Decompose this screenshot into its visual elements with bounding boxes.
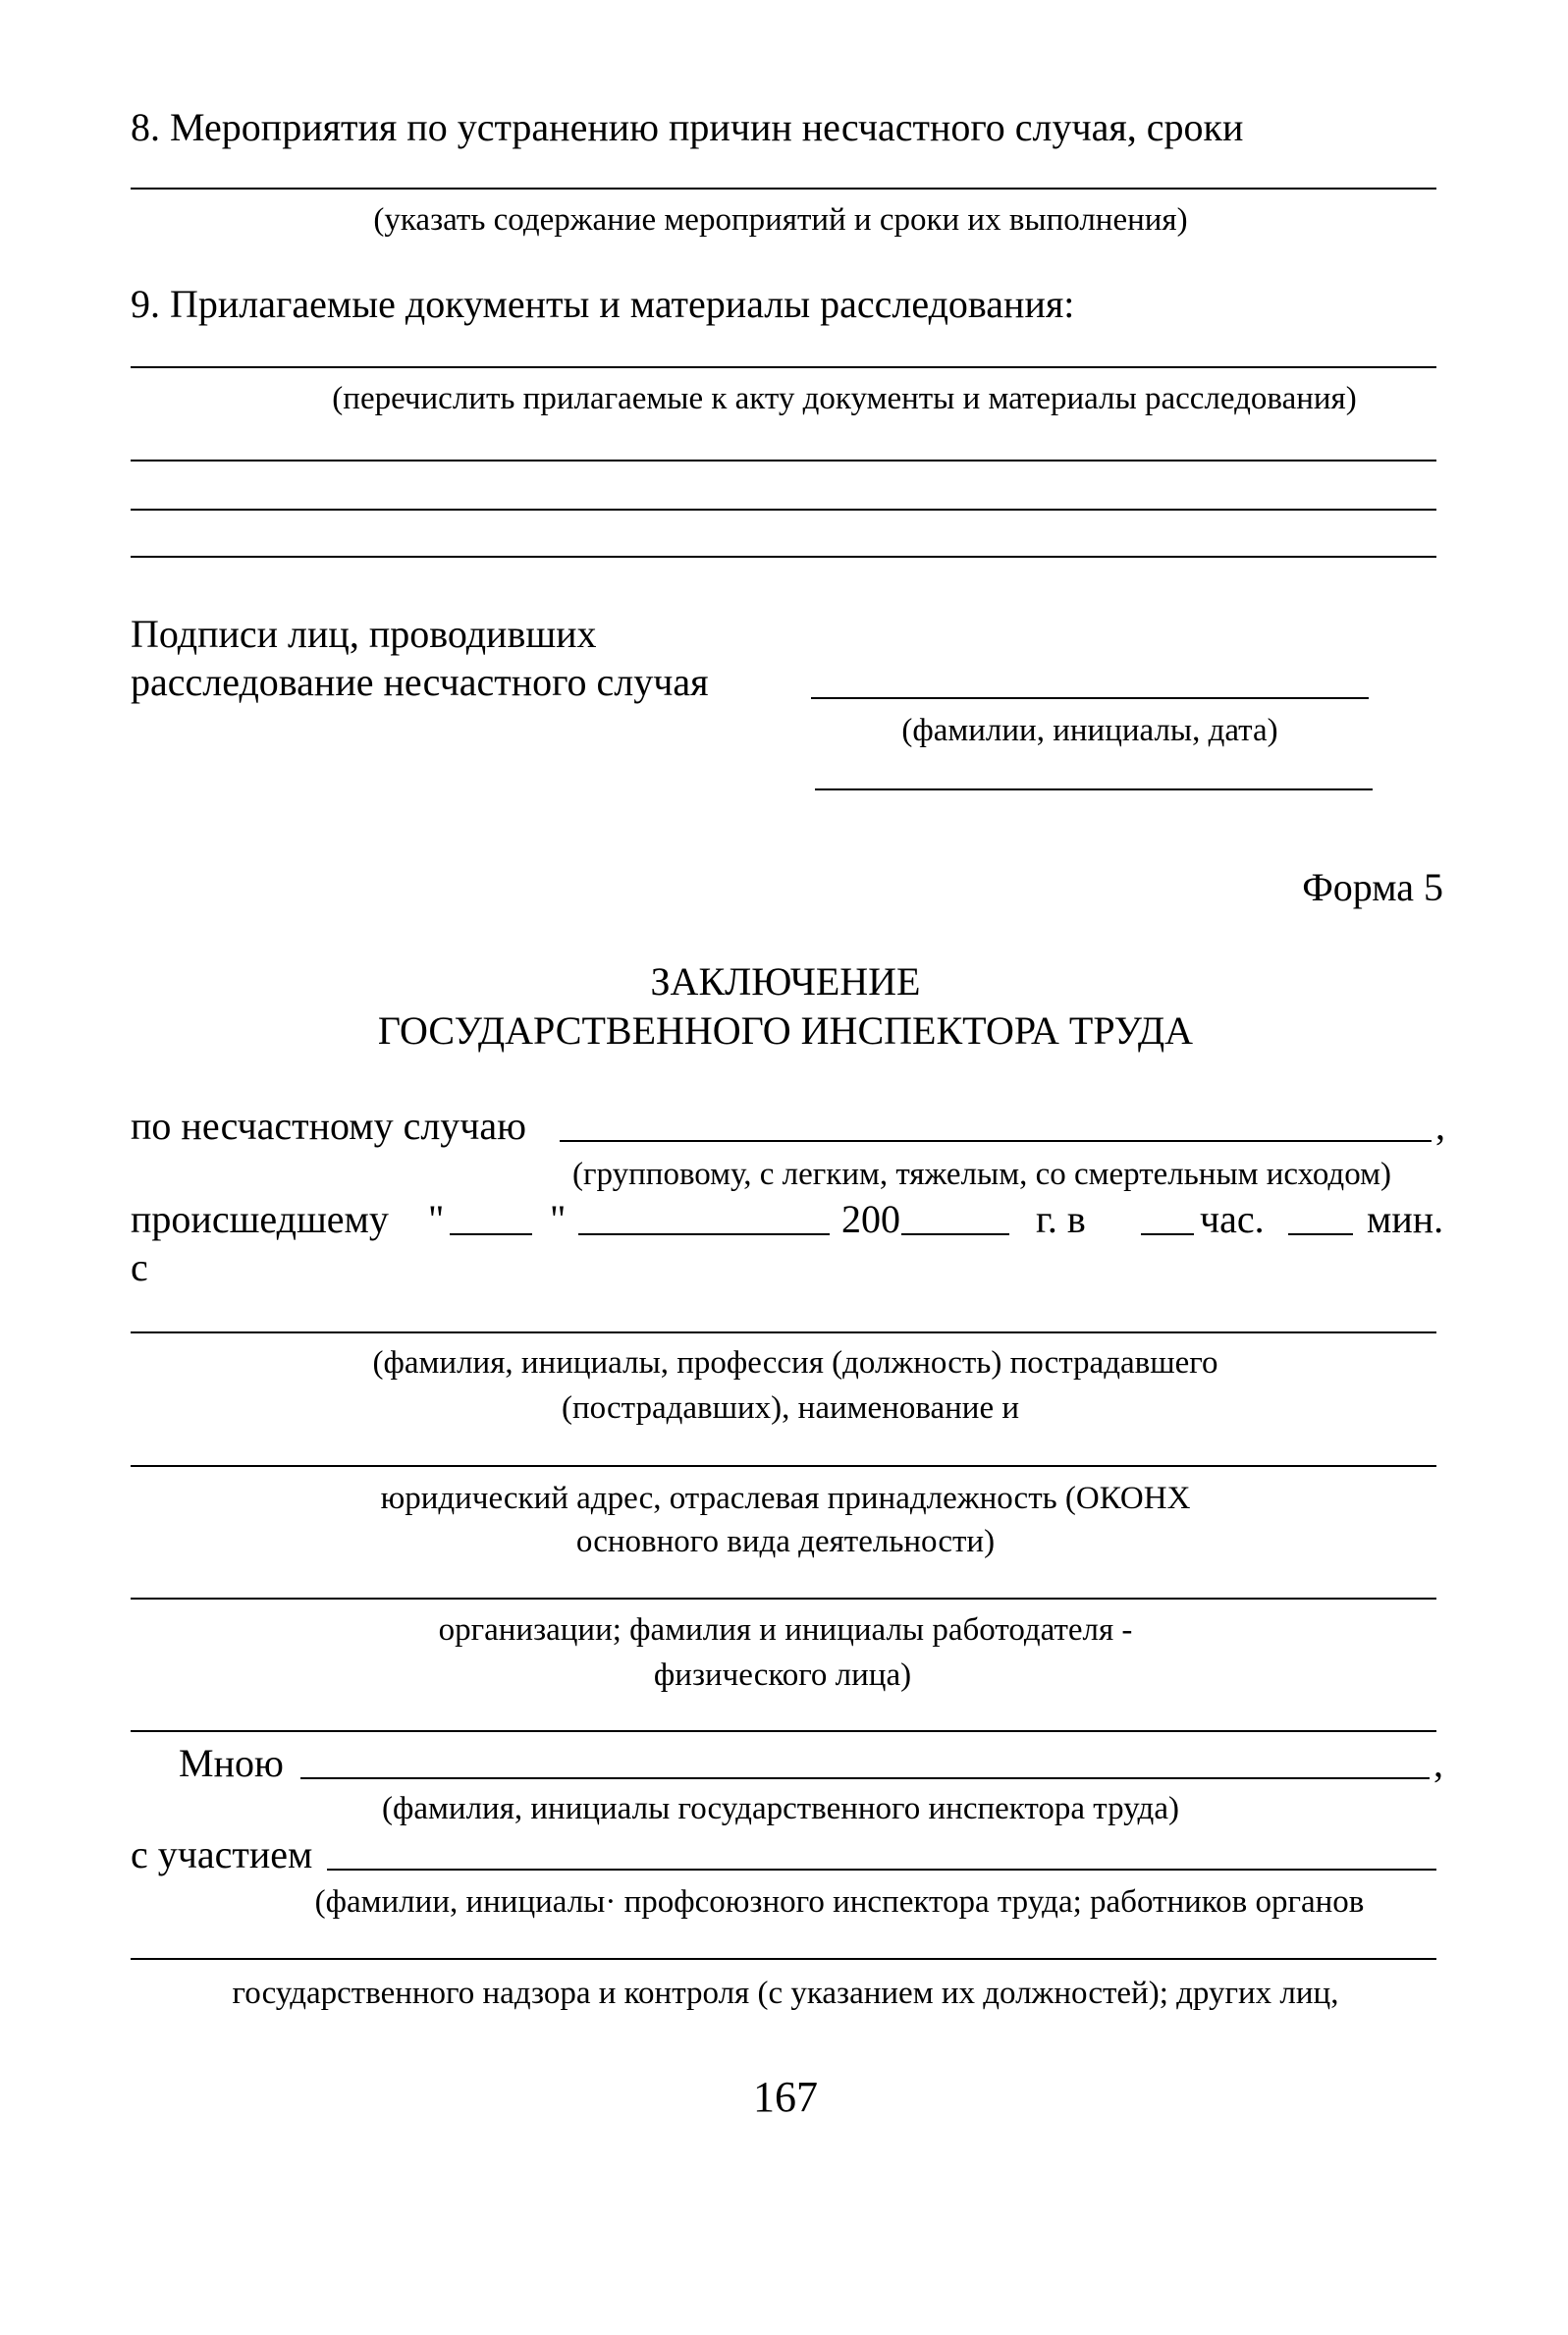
inspector-label: Мною [179,1741,284,1785]
victim-extra-line[interactable] [131,1730,1436,1732]
minutes-label: мин. [1367,1197,1444,1241]
hours-label: час. [1200,1197,1265,1241]
minutes-line[interactable] [1288,1233,1353,1235]
hours-line[interactable] [1141,1233,1194,1235]
incident-label: по несчастному случаю [131,1104,527,1148]
day-line[interactable] [450,1233,532,1235]
section-9-extra-line[interactable] [131,556,1436,558]
section-8-fill-line[interactable] [131,188,1436,190]
section-9-extra-line[interactable] [131,460,1436,462]
form-title-line2: ГОСУДАРСТВЕННОГО ИНСПЕКТОРА ТРУДА [377,1008,1194,1053]
section-9-caption: (перечислить прилагаемые к акту документы и материалы расследования) [332,381,1357,416]
victim-caption-4: основного вида деятельности) [575,1524,996,1559]
victim-line[interactable] [131,1331,1436,1333]
inspector-comma: , [1433,1741,1443,1785]
form-label: Форма 5 [1302,865,1443,909]
organization-address-line[interactable] [131,1465,1436,1467]
page-number: 167 [753,2073,818,2121]
with-label: с [131,1245,148,1289]
signature-line[interactable] [811,697,1369,699]
victim-caption-2: (пострадавших), наименование и [562,1390,1019,1426]
form-title-line1: ЗАКЛЮЧЕНИЕ [650,959,921,1004]
participants-line[interactable] [327,1869,1436,1871]
signature-line[interactable] [815,788,1373,790]
victim-caption-3: юридический адрес, отраслевая принадлежность (ОКОНХ [380,1481,1191,1516]
inspector-name-line[interactable] [300,1777,1430,1779]
year-prefix: 200 [841,1197,900,1241]
year-line[interactable] [901,1233,1009,1235]
victim-caption-6: физического лица) [653,1657,912,1693]
section-9-title: 9. Прилагаемые документы и материалы расследования: [131,282,1075,326]
victim-caption-1: (фамилия, инициалы, профессия (должность) пострадавшего [372,1345,1218,1381]
section-8-title: 8. Мероприятия по устранению причин несчастного случая, сроки [131,105,1244,149]
participation-caption-1: (фамилии, инициалы· профсоюзного инспектора труда; работников органов [314,1884,1365,1920]
month-line[interactable] [578,1233,830,1235]
participation-label: с участием [131,1832,313,1876]
signatures-caption: (фамилии, инициалы, дата) [901,713,1278,748]
section-9-fill-line[interactable] [131,366,1436,368]
quote-open: " [428,1197,445,1241]
incident-caption: (групповому, с легким, тяжелым, со смертельным исходом) [572,1157,1391,1192]
quote-close: " [550,1197,567,1241]
section-8-caption: (указать содержание мероприятий и сроки их выполнения) [373,202,1188,238]
signatures-label-line1: Подписи лиц, проводивших [131,612,597,656]
employer-line[interactable] [131,1598,1436,1600]
occurred-label: происшедшему [131,1197,389,1241]
signatures-label-line2: расследование несчастного случая [131,660,709,704]
participants-extra-line[interactable] [131,1958,1436,1960]
incident-type-line[interactable] [560,1140,1432,1142]
participation-caption-2: государственного надзора и контроля (с указанием их должностей); других лиц, [232,1976,1339,2011]
inspector-caption: (фамилия, инициалы государственного инспектора труда) [382,1791,1179,1826]
victim-caption-5: организации; фамилия и инициалы работодателя - [438,1612,1133,1648]
section-9-extra-line[interactable] [131,509,1436,511]
at-label: г. в [1036,1197,1086,1241]
incident-comma: , [1435,1104,1445,1148]
